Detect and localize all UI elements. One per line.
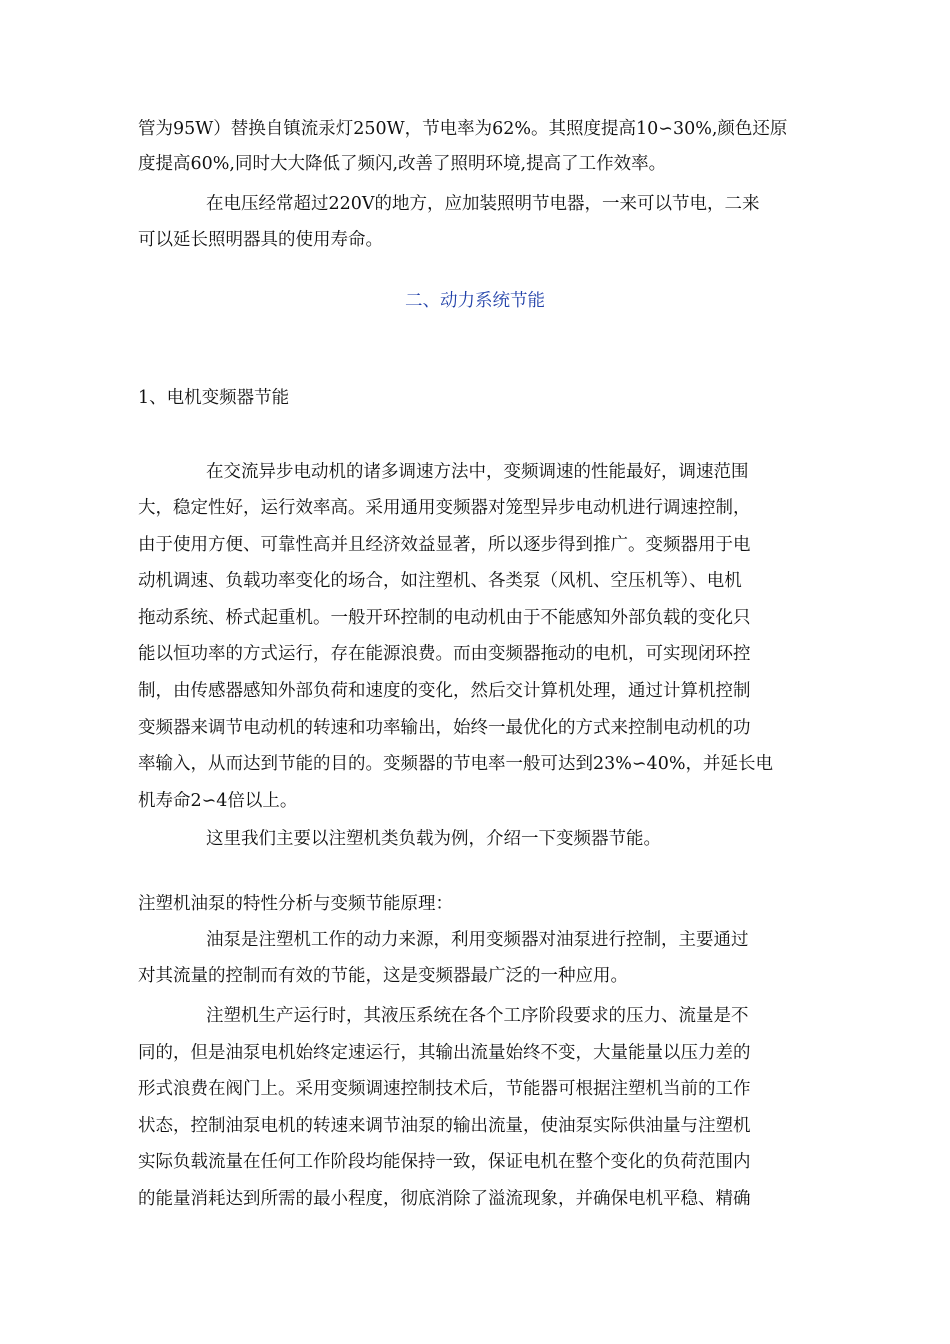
- paragraph-line: 能以恒功率的方式运行，存在能源浪费。而由变频器拖动的电机，可实现闭环控: [138, 644, 751, 664]
- paragraph-line: 形式浪费在阀门上。采用变频调速控制技术后，节能器可根据注塑机当前的工作: [138, 1079, 751, 1099]
- text-line: 管为95W）替换自镇流汞灯250W，节电率为62%。其照度提高10∽30%,颜色还原: [138, 119, 788, 139]
- paragraph-line: 油泵是注塑机工作的动力来源，利用变频器对油泵进行控制，主要通过: [206, 930, 749, 950]
- paragraph-line: 在交流异步电动机的诸多调速方法中，变频调速的性能最好，调速范围: [206, 462, 749, 482]
- paragraph-line: 动机调速、负载功率变化的场合，如注塑机、各类泵（风机、空压机等）、电机: [138, 571, 742, 591]
- paragraph-line: 同的，但是油泵电机始终定速运行，其输出流量始终不变，大量能量以压力差的: [138, 1043, 751, 1063]
- subheading: 1、电机变频器节能: [138, 388, 290, 408]
- paragraph-line: 对其流量的控制而有效的节能，这是变频器最广泛的一种应用。: [138, 966, 628, 986]
- paragraph-line: 制，由传感器感知外部负荷和速度的变化，然后交计算机处理，通过计算机控制: [138, 681, 751, 701]
- paragraph-line: 率输入，从而达到节能的目的。变频器的节电率一般可达到23%∽40%，并延长电: [138, 754, 773, 774]
- analysis-title: 注塑机油泵的特性分析与变频节能原理：: [138, 894, 453, 914]
- paragraph-line: 这里我们主要以注塑机类负载为例，介绍一下变频器节能。: [206, 829, 661, 849]
- paragraph-line: 状态，控制油泵电机的转速来调节油泵的输出流量，使油泵实际供油量与注塑机: [138, 1116, 751, 1136]
- paragraph-line: 实际负载流量在任何工作阶段均能保持一致，保证电机在整个变化的负荷范围内: [138, 1152, 751, 1172]
- paragraph-line: 机寿命2∽4倍以上。: [138, 791, 298, 811]
- section-heading: 二、动力系统节能: [405, 291, 545, 311]
- paragraph-line: 的能量消耗达到所需的最小程度，彻底消除了溢流现象，并确保电机平稳、精确: [138, 1189, 751, 1209]
- text-line: 可以延长照明器具的使用寿命。: [138, 230, 383, 250]
- paragraph-line: 注塑机生产运行时，其液压系统在各个工序阶段要求的压力、流量是不: [206, 1006, 749, 1026]
- paragraph-line: 由于使用方便、可靠性高并且经济效益显著，所以逐步得到推广。变频器用于电: [138, 535, 751, 555]
- paragraph-line: 变频器来调节电动机的转速和功率输出，始终一最优化的方式来控制电动机的功: [138, 718, 751, 738]
- text-line: 度提高60%,同时大大降低了频闪,改善了照明环境,提高了工作效率。: [138, 154, 667, 174]
- paragraph-line: 大，稳定性好，运行效率高。采用通用变频器对笼型异步电动机进行调速控制，: [138, 498, 751, 518]
- text-line: 在电压经常超过220V的地方，应加装照明节电器，一来可以节电，二来: [206, 194, 760, 214]
- paragraph-line: 拖动系统、桥式起重机。一般开环控制的电动机由于不能感知外部负载的变化只: [138, 608, 751, 628]
